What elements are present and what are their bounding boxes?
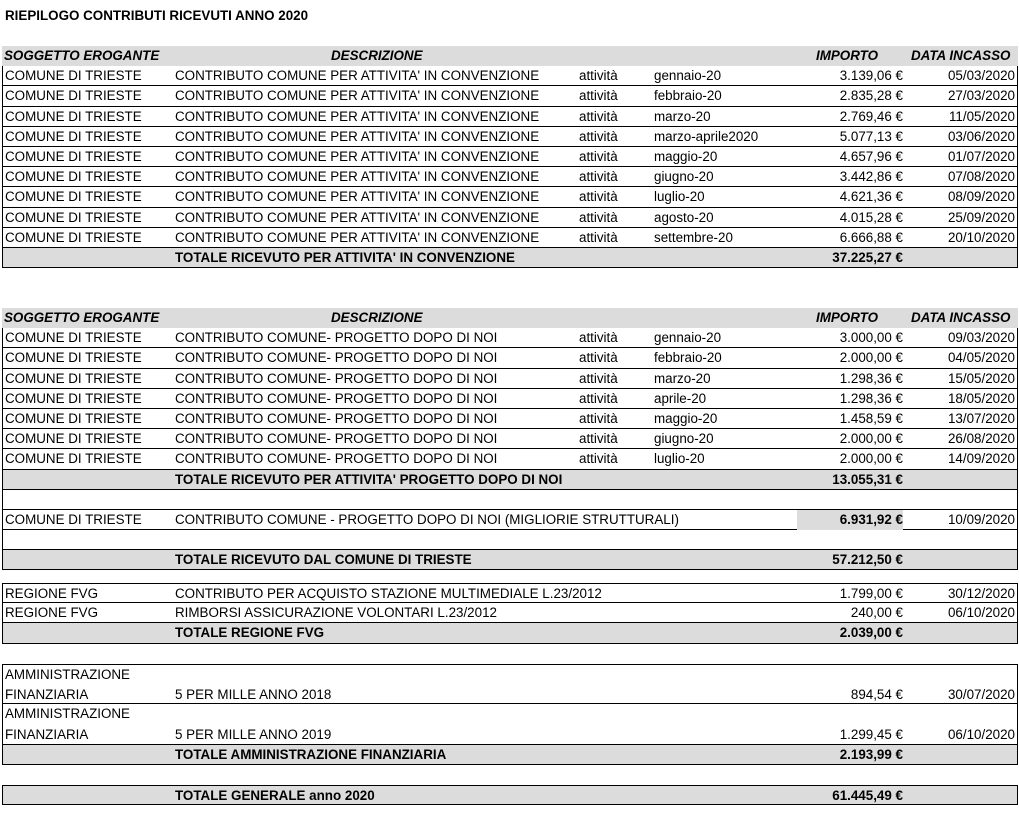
blank-row [2,490,1018,510]
total-label: TOTALE RICEVUTO PER ATTIVITA' IN CONVENZIONE [175,249,515,265]
cell-soggetto: COMUNE DI TRIESTE [5,511,142,527]
cell-importo: 1.799,00 € [839,586,903,601]
cell-descrizione: CONTRIBUTO PER ACQUISTO STAZIONE MULTIMEDIALE L.23/2012 [175,586,602,601]
cell-descrizione: CONTRIBUTO COMUNE- PROGETTO DOPO DI NOI [175,431,498,447]
page-title: RIEPILOGO CONTRIBUTI RICEVUTI ANNO 2020 [5,8,309,23]
cell-importo: 4.657,96 € [839,148,903,164]
table-row [2,510,1018,530]
cell-mese: aprile-20 [654,390,707,406]
header-data-incasso: DATA INCASSO [911,310,1011,325]
cell-soggetto: REGIONE FVG [5,605,99,621]
cell-mese: giugno-20 [654,431,714,447]
convenzione-rows [2,66,1018,248]
regione-rows [2,583,1018,623]
section-totale-generale [2,785,1018,805]
cell-mese: giugno-20 [654,169,714,185]
cell-soggetto: COMUNE DI TRIESTE [5,350,142,366]
cell-soggetto: COMUNE DI TRIESTE [5,390,142,406]
cell-soggetto: COMUNE DI TRIESTE [5,330,142,346]
grand-total-label: TOTALE GENERALE anno 2020 [175,788,375,803]
table-header [2,308,1018,328]
cell-descrizione: RIMBORSI ASSICURAZIONE VOLONTARI L.23/2012 [175,605,497,621]
cell-importo: 6.666,88 € [839,229,903,245]
cell-data: 20/10/2020 [947,229,1015,245]
cell-tipo: attività [579,189,618,205]
cell-descrizione: CONTRIBUTO COMUNE- PROGETTO DOPO DI NOI [175,451,498,467]
comune-total-value: 57.212,50 € [832,552,903,568]
total-label: TOTALE RICEVUTO PER ATTIVITA' PROGETTO DOPO DI NOI [175,471,563,487]
cell-descrizione: CONTRIBUTO COMUNE PER ATTIVITA' IN CONVENZIONE [175,108,540,124]
section-regione [2,583,1018,644]
cell-descrizione: CONTRIBUTO COMUNE- PROGETTO DOPO DI NOI [175,330,498,346]
cell-importo: 1.458,59 € [839,410,903,426]
cell-descrizione: CONTRIBUTO COMUNE PER ATTIVITA' IN CONVENZIONE [175,128,540,144]
cell-soggetto: AMMINISTRAZIONE FINANZIARIA [5,706,130,742]
cell-descrizione: CONTRIBUTO COMUNE PER ATTIVITA' IN CONVENZIONE [175,229,540,245]
cell-soggetto: COMUNE DI TRIESTE [5,370,142,386]
cell-tipo: attività [579,209,618,225]
cell-data: 01/07/2020 [947,148,1015,164]
cell-data: 11/05/2020 [948,108,1015,124]
cell-data: 30/12/2020 [947,586,1015,601]
cell-mese: luglio-20 [654,451,705,467]
table-row [3,348,1017,368]
cell-importo: 2.000,00 € [839,431,903,447]
table-row [3,603,1017,623]
table-row [3,328,1017,348]
cell-importo: 894,54 € [850,687,903,703]
cell-importo: 1.298,36 € [839,370,903,386]
cell-importo: 3.000,00 € [839,330,903,346]
cell-importo: 3.442,86 € [839,169,903,185]
cell-soggetto: REGIONE FVG [5,586,99,601]
table-row [3,704,1017,744]
cell-soggetto: COMUNE DI TRIESTE [5,88,142,104]
cell-data: 13/07/2020 [947,410,1015,426]
header-data-incasso: DATA INCASSO [911,48,1011,63]
total-label: TOTALE REGIONE FVG [175,625,325,641]
table-row [3,583,1017,603]
cell-data: 14/09/2020 [947,451,1015,467]
cell-soggetto: COMUNE DI TRIESTE [5,451,142,467]
table-row [3,167,1017,187]
cell-soggetto: AMMINISTRAZIONE FINANZIARIA [5,667,130,703]
header-importo: IMPORTO [816,310,879,325]
cell-descrizione: CONTRIBUTO COMUNE- PROGETTO DOPO DI NOI [175,370,498,386]
amministrazione-rows [2,664,1018,745]
cell-mese: agosto-20 [654,209,714,225]
header-soggetto: SOGGETTO EROGANTE [4,48,160,63]
cell-tipo: attività [579,229,618,245]
cell-descrizione: 5 PER MILLE ANNO 2019 [175,726,332,742]
cell-descrizione: CONTRIBUTO COMUNE PER ATTIVITA' IN CONVENZIONE [175,88,540,104]
cell-soggetto: COMUNE DI TRIESTE [5,108,142,124]
cell-descrizione: CONTRIBUTO COMUNE PER ATTIVITA' IN CONVENZIONE [175,189,540,205]
blank-row [2,530,1018,550]
cell-data: 26/08/2020 [947,431,1015,447]
cell-soggetto: COMUNE DI TRIESTE [5,229,142,245]
table-row [3,147,1017,167]
cell-importo: 1.298,36 € [839,390,903,406]
cell-data: 03/06/2020 [947,128,1015,144]
cell-importo: 1.299,45 € [839,726,903,742]
header-descrizione: DESCRIZIONE [331,48,423,63]
total-row [2,745,1018,765]
cell-descrizione: CONTRIBUTO COMUNE PER ATTIVITA' IN CONVENZIONE [175,148,540,164]
table-row [3,208,1017,228]
cell-data: 08/09/2020 [947,189,1015,205]
table-row [3,228,1017,248]
cell-descrizione: CONTRIBUTO COMUNE - PROGETTO DOPO DI NOI (MIGLIORIE STRUTTURALI) [175,511,679,527]
cell-data: 04/05/2020 [947,350,1015,366]
cell-soggetto: COMUNE DI TRIESTE [5,410,142,426]
total-value: 2.193,99 € [839,746,903,762]
header-soggetto: SOGGETTO EROGANTE [4,310,160,325]
cell-data: 07/08/2020 [947,169,1015,185]
cell-tipo: attività [579,88,618,104]
cell-tipo: attività [579,108,618,124]
cell-tipo: attività [579,68,618,84]
cell-tipo: attività [579,350,618,366]
comune-total-label: TOTALE RICEVUTO DAL COMUNE DI TRIESTE [175,552,472,568]
cell-data: 27/03/2020 [947,88,1015,104]
cell-data: 06/10/2020 [947,726,1015,742]
table-row [3,449,1017,469]
cell-data: 06/10/2020 [947,605,1015,621]
cell-mese: marzo-20 [654,108,711,124]
cell-importo: 6.931,92 € [797,510,903,530]
table-row [3,389,1017,409]
cell-soggetto: COMUNE DI TRIESTE [5,128,142,144]
cell-soggetto: COMUNE DI TRIESTE [5,189,142,205]
cell-tipo: attività [579,330,618,346]
total-value: 13.055,31 € [832,471,903,487]
cell-mese: gennaio-20 [654,68,722,84]
table-row [3,107,1017,127]
cell-soggetto: COMUNE DI TRIESTE [5,209,142,225]
cell-tipo: attività [579,169,618,185]
cell-tipo: attività [579,370,618,386]
cell-mese: marzo-20 [654,370,711,386]
cell-importo: 3.139,06 € [839,68,903,84]
cell-importo: 4.015,28 € [839,209,903,225]
grand-total-row [2,785,1018,805]
total-row [2,248,1018,268]
total-value: 37.225,27 € [832,249,903,265]
cell-mese: febbraio-20 [654,350,722,366]
cell-mese: luglio-20 [654,189,705,205]
total-row [2,470,1018,490]
cell-tipo: attività [579,390,618,406]
cell-descrizione: CONTRIBUTO COMUNE- PROGETTO DOPO DI NOI [175,390,498,406]
table-row [3,429,1017,449]
cell-mese: marzo-aprile2020 [654,128,759,144]
table-row [3,127,1017,147]
dopo-di-noi-rows [2,328,1018,469]
table-row [3,664,1017,704]
table-row [3,66,1017,86]
grand-total-value: 61.445,49 € [832,788,903,803]
cell-data: 25/09/2020 [947,209,1015,225]
cell-mese: febbraio-20 [654,88,722,104]
cell-mese: gennaio-20 [654,330,722,346]
header-descrizione: DESCRIZIONE [331,310,423,325]
cell-data: 10/09/2020 [947,511,1015,527]
cell-soggetto: COMUNE DI TRIESTE [5,169,142,185]
cell-descrizione: 5 PER MILLE ANNO 2018 [175,687,332,703]
total-value: 2.039,00 € [839,625,903,641]
cell-soggetto: COMUNE DI TRIESTE [5,431,142,447]
cell-soggetto: COMUNE DI TRIESTE [5,148,142,164]
table-header [2,46,1018,66]
section-amministrazione [2,664,1018,765]
cell-importo: 240,00 € [850,605,903,621]
total-label: TOTALE AMMINISTRAZIONE FINANZIARIA [175,746,447,762]
cell-importo: 5.077,13 € [839,128,903,144]
cell-importo: 2.835,28 € [839,88,903,104]
section-convenzione [2,46,1018,268]
cell-descrizione: CONTRIBUTO COMUNE- PROGETTO DOPO DI NOI [175,410,498,426]
cell-data: 30/07/2020 [947,687,1015,703]
cell-data: 18/05/2020 [947,390,1015,406]
table-row [3,187,1017,207]
cell-tipo: attività [579,128,618,144]
cell-importo: 2.000,00 € [839,451,903,467]
table-row [3,86,1017,106]
table-row [3,369,1017,389]
cell-descrizione: CONTRIBUTO COMUNE PER ATTIVITA' IN CONVENZIONE [175,68,540,84]
total-row [2,623,1018,643]
cell-mese: settembre-20 [654,229,733,245]
comune-total-row [2,550,1018,570]
cell-data: 15/05/2020 [947,370,1015,386]
cell-mese: maggio-20 [654,410,718,426]
cell-tipo: attività [579,148,618,164]
cell-descrizione: CONTRIBUTO COMUNE PER ATTIVITA' IN CONVENZIONE [175,209,540,225]
cell-data: 05/03/2020 [947,68,1015,84]
cell-data: 09/03/2020 [947,330,1015,346]
cell-descrizione: CONTRIBUTO COMUNE- PROGETTO DOPO DI NOI [175,350,498,366]
cell-importo: 2.000,00 € [839,350,903,366]
cell-soggetto: COMUNE DI TRIESTE [5,68,142,84]
cell-mese: maggio-20 [654,148,718,164]
cell-importo: 4.621,36 € [839,189,903,205]
cell-importo: 2.769,46 € [839,108,903,124]
section-dopo-di-noi [2,308,1018,570]
cell-tipo: attività [579,431,618,447]
cell-tipo: attività [579,410,618,426]
table-row [3,409,1017,429]
header-importo: IMPORTO [816,48,879,63]
cell-descrizione: CONTRIBUTO COMUNE PER ATTIVITA' IN CONVENZIONE [175,169,540,185]
cell-tipo: attività [579,451,618,467]
